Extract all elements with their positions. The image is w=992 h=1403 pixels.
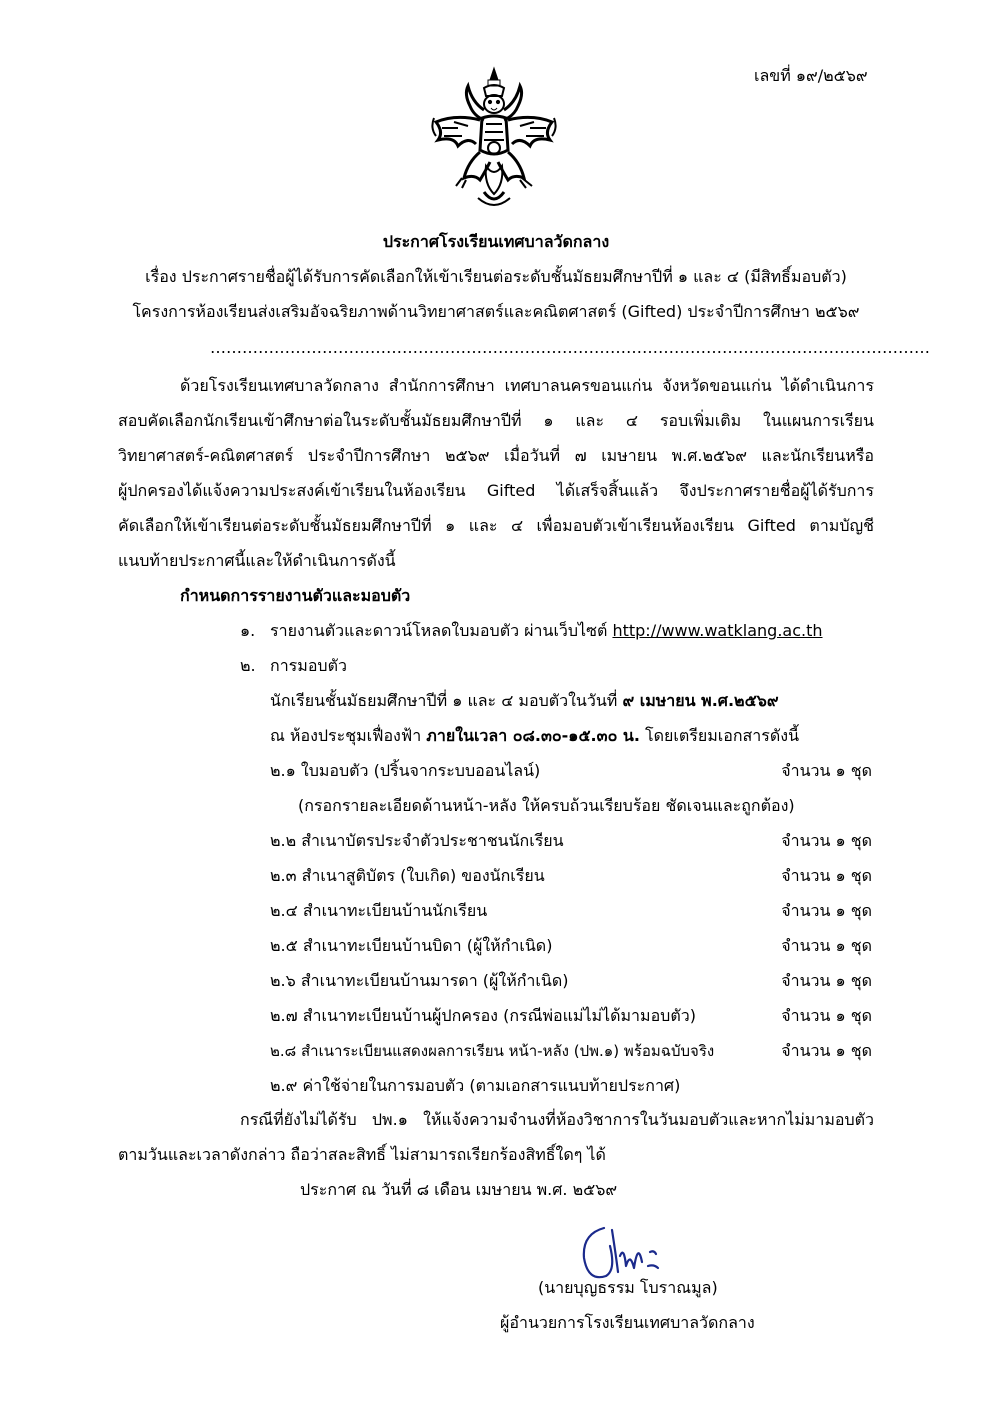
document-item-qty: จำนวน ๑ ชุด [781,761,872,780]
step-2-number: ๒. [240,656,256,675]
document-number: เลขที่ ๑๙/๒๕๖๙ [754,66,868,85]
handover-date: ๙ เมษายน พ.ศ.๒๕๖๙ [622,691,779,710]
handover-date-line [270,689,779,713]
document-item-qty: จำนวน ๑ ชุด [781,1006,872,1025]
document-item-label: ๒.๖ สำเนาทะเบียนบ้านมารดา (ผู้ให้กำเนิด) [270,971,569,990]
body-line-4: ผู้ปกครองได้แจ้งความประสงค์เข้าเรียนในห้องเรียน Gifted ได้เสร็จสิ้นแล้ว จึงประกาศรายชื่อผู้ได้รับการ [118,481,874,500]
document-item-label: ๒.๒ สำเนาบัตรประจำตัวประชาชนนักเรียน [270,831,564,850]
handover-date-prefix: นักเรียนชั้นมัธยมศึกษาปีที่ ๑ และ ๔ มอบตัวในวันที่ [270,691,618,710]
body-line-2: สอบคัดเลือกนักเรียนเข้าศึกษาต่อในระดับชั้นมัธยมศึกษาปีที่ ๑ และ ๔ รอบเพิ่มเติม ในแผนการเรียน [118,411,874,430]
subject-line-1: เรื่อง ประกาศรายชื่อผู้ได้รับการคัดเลือกให้เข้าเรียนต่อระดับชั้นมัธยมศึกษาปีที่ ๑ และ ๔ (มีสิทธิ์มอบตัว) [145,267,847,286]
document-item-qty: จำนวน ๑ ชุด [781,971,872,990]
document-item-qty: จำนวน ๑ ชุด [781,901,872,920]
document-item-label: ๒.๓ สำเนาสูติบัตร (ใบเกิด) ของนักเรียน [270,866,545,885]
step-1-number: ๑. [240,621,256,640]
body-line-1: ด้วยโรงเรียนเทศบาลวัดกลาง สำนักการศึกษา เทศบาลนครขอนแก่น จังหวัดขอนแก่น ได้ดำเนินการ [180,376,874,395]
signatory-position: ผู้อำนวยการโรงเรียนเทศบาลวัดกลาง [500,1313,755,1332]
website-link[interactable]: http://www.watklang.ac.th [612,621,823,640]
announcement-date: ประกาศ ณ วันที่ ๘ เดือน เมษายน พ.ศ. ๒๕๖๙ [300,1180,618,1199]
document-item-note: (กรอกรายละเอียดด้านหน้า-หลัง ให้ครบถ้วนเรียบร้อย ชัดเจนและถูกต้อง) [298,796,795,815]
announcement-title: ประกาศโรงเรียนเทศบาลวัดกลาง [382,232,610,251]
handover-time: ภายในเวลา ๐๘.๓๐-๑๕.๓๐ น. [426,726,640,745]
document-item-qty: จำนวน ๑ ชุด [781,831,872,850]
closing-line-2: ตามวันและเวลาดังกล่าว ถือว่าสละสิทธิ์ ไม่สามารถเรียกร้องสิทธิ์ใดๆ ได้ [118,1145,606,1164]
section-heading: กำหนดการรายงานตัวและมอบตัว [180,586,411,605]
document-item-qty: จำนวน ๑ ชุด [781,936,872,955]
step-1-row [270,619,823,643]
document-item-label: ๒.๔ สำเนาทะเบียนบ้านนักเรียน [270,901,488,920]
document-item-qty: จำนวน ๑ ชุด [781,866,872,885]
body-line-6: แนบท้ายประกาศนี้และให้ดำเนินการดังนี้ [118,551,396,570]
handover-place: ณ ห้องประชุมเฟื่องฟ้า [270,726,422,745]
body-line-5: คัดเลือกให้เข้าเรียนต่อระดับชั้นมัธยมศึกษาปีที่ ๑ และ ๔ เพื่อมอบตัวเข้าเรียนห้องเรียน Gifted ตามบัญชี [118,516,874,535]
step-2-label: การมอบตัว [270,656,347,675]
step-1-text: รายงานตัวและดาวน์โหลดใบมอบตัว ผ่านเว็บไซต์ [270,621,608,640]
signatory-name: (นายบุญธรรม โบราณมูล) [538,1278,718,1297]
handover-place-suffix: โดยเตรียมเอกสารดังนี้ [645,726,799,745]
handover-place-line [270,724,799,748]
document-item-label: ๒.๗ สำเนาทะเบียนบ้านผู้ปกครอง (กรณีพ่อแม่ไม่ได้มามอบตัว) [270,1006,696,1025]
document-item-qty: จำนวน ๑ ชุด [781,1041,872,1060]
document-item-label: ๒.๙ ค่าใช้จ่ายในการมอบตัว (ตามเอกสารแนบท้ายประกาศ) [270,1076,681,1095]
document-item-label: ๒.๕ สำเนาทะเบียนบ้านบิดา (ผู้ให้กำเนิด) [270,936,553,955]
subject-line-2: โครงการห้องเรียนส่งเสริมอัจฉริยภาพด้านวิทยาศาสตร์และคณิตศาสตร์ (Gifted) ประจำปีการศึกษา ๒๕๖๙ [132,302,860,321]
document-item-label: ๒.๘ สำเนาระเบียนแสดงผลการเรียน หน้า-หลัง (ปพ.๑) พร้อมฉบับจริง [270,1042,715,1060]
body-line-3: วิทยาศาสตร์-คณิตศาสตร์ ประจำปีการศึกษา ๒๕๖๙ เมื่อวันที่ ๗ เมษายน พ.ศ.๒๕๖๙ และนักเรียนหรือ [118,446,874,465]
garuda-emblem-icon [428,66,560,212]
dotted-separator: ……………………………………………………………………………………………………………………… [210,338,930,357]
closing-line-1: กรณีที่ยังไม่ได้รับ ปพ.๑ ให้แจ้งความจำนงที่ห้องวิชาการในวันมอบตัวและหากไม่มามอบตัว [240,1110,874,1129]
document-item-label: ๒.๑ ใบมอบตัว (ปริ้นจากระบบออนไลน์) [270,761,541,780]
